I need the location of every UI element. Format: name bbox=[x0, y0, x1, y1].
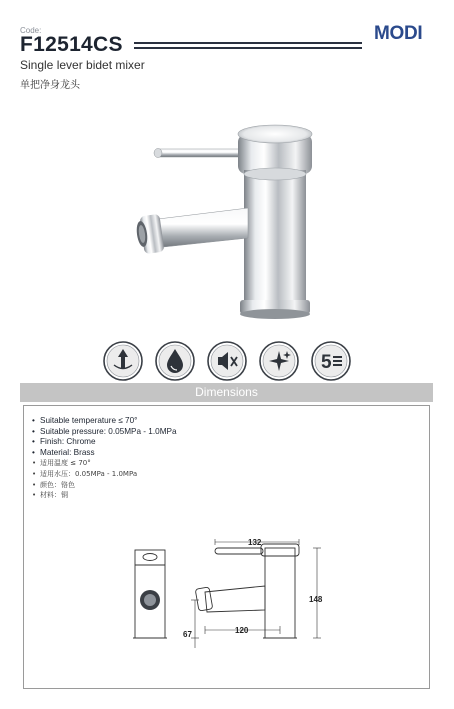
section-title: Dimensions bbox=[195, 385, 258, 399]
feature-badges bbox=[102, 340, 352, 384]
code-rule bbox=[134, 42, 362, 49]
spec-text: Suitable temperature ≤ 70° bbox=[40, 416, 138, 425]
low-noise-icon bbox=[206, 340, 248, 382]
dim-height-label: 148 bbox=[309, 595, 323, 604]
spec-item: • Material: Brass bbox=[32, 447, 95, 457]
spec-text: 适用温度 ≤ 70° bbox=[40, 459, 91, 468]
product-name-cn: 单把净身龙头 bbox=[20, 80, 80, 91]
spec-item: • 颜色：铬色 bbox=[32, 480, 75, 489]
spec-item: • 适用水压：0.05MPa - 1.0MPa bbox=[32, 469, 138, 478]
dimensions-header bbox=[20, 383, 433, 402]
dim-top-label: 132 bbox=[248, 538, 262, 547]
spec-item: • Finish: Chrome bbox=[32, 437, 96, 447]
water-saving-icon bbox=[154, 340, 196, 382]
product-name-en: Single lever bidet mixer bbox=[20, 58, 145, 72]
spec-text: 颜色：铬色 bbox=[40, 480, 75, 489]
spec-text: 适用水压：0.05MPa - 1.0MPa bbox=[40, 469, 138, 478]
spec-list bbox=[32, 416, 177, 501]
spec-text: Suitable pressure: 0.05MPa - 1.0MPa bbox=[40, 426, 177, 436]
code-label: Code: bbox=[20, 26, 42, 35]
flow-control-icon bbox=[102, 340, 144, 382]
brand-logo: MODI bbox=[374, 23, 423, 44]
spec-item: • 适用温度 ≤ 70° bbox=[32, 459, 91, 468]
spec-item: • Suitable temperature ≤ 70° bbox=[32, 416, 138, 425]
side-view-body bbox=[265, 548, 295, 638]
spec-item: • Suitable pressure: 0.05MPa - 1.0MPa bbox=[32, 426, 177, 436]
product-code: F12514CS bbox=[20, 33, 123, 56]
spec-text: 材料：铜 bbox=[40, 491, 68, 500]
technical-drawing bbox=[105, 530, 335, 655]
dim-left-label: 67 bbox=[183, 630, 192, 639]
dim-spout-label: 120 bbox=[235, 626, 249, 635]
spec-text: Finish: Chrome bbox=[40, 437, 96, 447]
spec-text: Material: Brass bbox=[40, 447, 95, 457]
front-view-handle-outline bbox=[143, 554, 157, 561]
five-year-warranty-icon bbox=[310, 340, 352, 382]
warranty-years-text: 5 bbox=[321, 352, 332, 373]
product-image bbox=[120, 112, 340, 328]
easy-clean-icon bbox=[258, 340, 300, 382]
spec-item: • 材料：铜 bbox=[32, 491, 68, 500]
